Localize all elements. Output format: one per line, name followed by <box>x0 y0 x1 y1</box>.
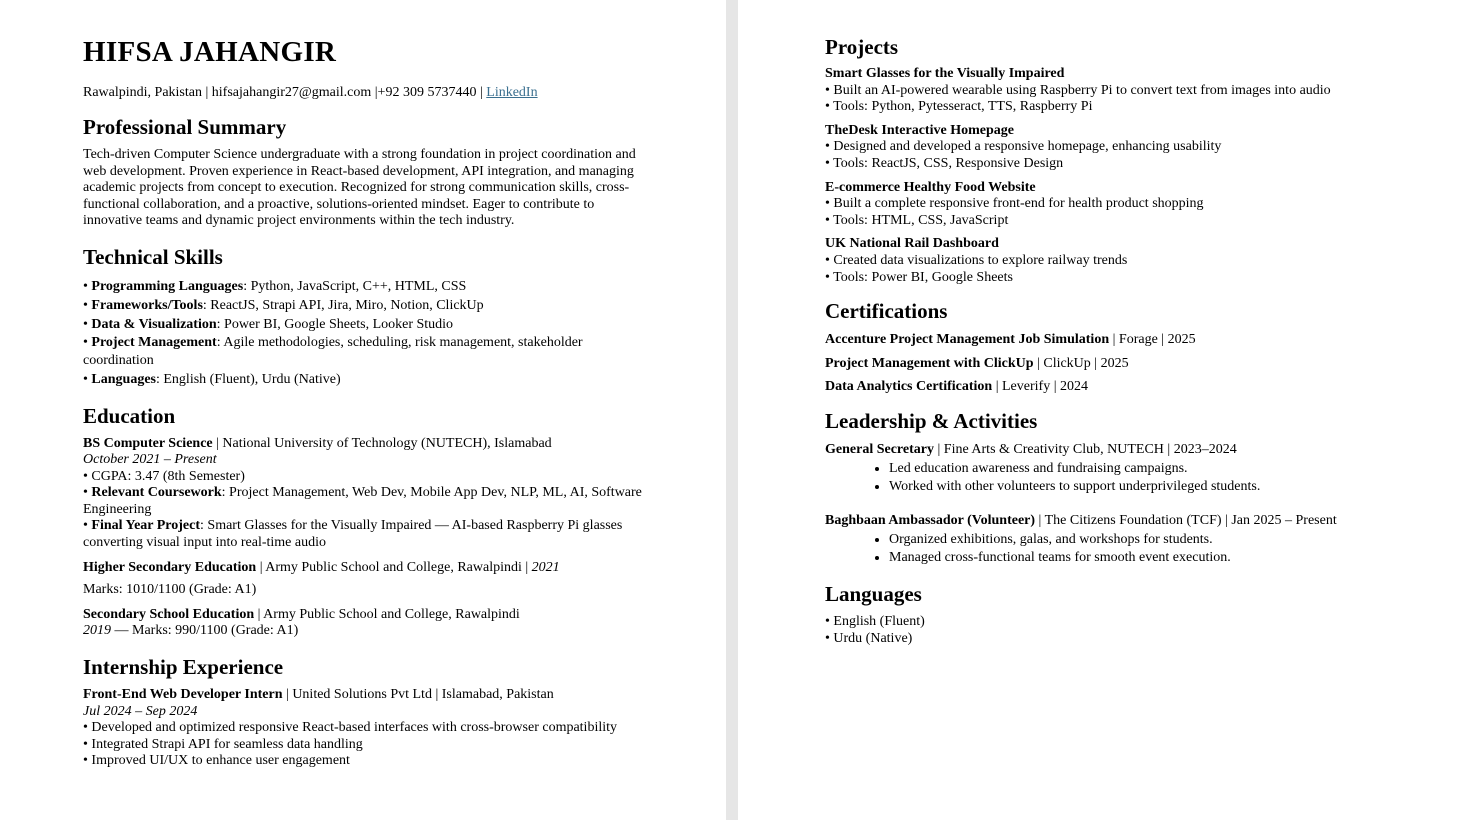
sse-year: 2019 <box>83 623 111 639</box>
skill-item: • Project Management: Agile methodologies, scheduling, risk management, stakeholder coordination <box>83 334 583 368</box>
projects-heading: Projects <box>825 35 899 59</box>
cert-name: Project Management with ClickUp <box>825 355 1034 371</box>
role-bullet: • Led education awareness and fundraising campaigns. <box>889 460 1462 478</box>
cert-name: Accenture Project Management Job Simulation <box>825 332 1110 348</box>
fyp-value: : Smart Glasses for the Visually Impaired — AI-based Raspberry Pi glasses converting visual input into real-time audio <box>83 518 623 551</box>
coursework-label: Relevant Coursework <box>91 485 222 501</box>
role-bullet: • Worked with other volunteers to support underprivileged students. <box>889 478 1462 496</box>
leadership-section <box>825 408 1462 567</box>
contact-line <box>83 84 726 102</box>
project-tools: • Tools: Python, Pytesseract, TTS, Raspberry Pi <box>825 99 1093 115</box>
skill-value: : English (Fluent), Urdu (Native) <box>155 371 341 387</box>
skills-heading: Technical Skills <box>83 244 223 269</box>
role-line <box>825 441 1462 459</box>
sse-marks: — Marks: 990/1100 (Grade: A1) <box>111 623 299 639</box>
hse-year: 2021 <box>531 559 560 575</box>
bs-cgpa: • CGPA: 3.47 (8th Semester) <box>83 468 245 484</box>
internship-title: Front-End Web Developer Intern <box>83 687 283 703</box>
cert-meta: | Forage | 2025 <box>1109 332 1196 348</box>
hse-degree: Higher Secondary Education <box>83 559 257 575</box>
role-title: Baghbaan Ambassador (Volunteer) <box>825 513 1036 529</box>
certification-item <box>825 378 1462 396</box>
role-bullets <box>825 531 1462 567</box>
cert-name: Data Analytics Certification <box>825 379 993 395</box>
project-title: Smart Glasses for the Visually Impaired <box>825 66 1065 81</box>
sse-marks-line <box>83 623 726 640</box>
certifications-heading: Certifications <box>825 299 948 324</box>
skill-label: Languages <box>91 371 156 387</box>
project-tools: • Tools: ReactJS, CSS, Responsive Design <box>825 155 1064 171</box>
project-desc: • Built a complete responsive front-end for health product shopping <box>825 196 1204 212</box>
fyp-line: • Final Year Project: Smart Glasses for the Visually Impaired — AI-based Raspberry Pi glasses converting visual input into real-time audio <box>83 518 623 551</box>
hse-line <box>83 560 726 577</box>
project-item <box>825 180 1462 230</box>
languages-section <box>825 581 1462 647</box>
internship-bullet: • Developed and optimized responsive React-based interfaces with cross-browser compatibility <box>83 720 618 736</box>
resume-page-right <box>738 0 1462 820</box>
skill-value: : ReactJS, Strapi API, Jira, Miro, Notion, ClickUp <box>202 297 484 313</box>
skill-label: Project Management <box>91 334 217 350</box>
project-title: TheDesk Interactive Homepage <box>825 122 1014 138</box>
internship-heading: Internship Experience <box>83 655 284 680</box>
summary-section <box>83 114 726 230</box>
skill-item: • Programming Languages: Python, JavaScript, C++, HTML, CSS <box>83 278 467 294</box>
summary-heading: Professional Summary <box>83 115 287 139</box>
sse-school: | Army Public School and College, Rawalpindi <box>254 606 520 622</box>
coursework-line: • Relevant Coursework: Project Management, Web Dev, Mobile App Dev, NLP, ML, AI, Software Engineering <box>83 485 642 517</box>
internship-section <box>83 654 726 770</box>
skill-label: Programming Languages <box>91 278 244 294</box>
project-title: UK National Rail Dashboard <box>825 236 999 252</box>
skill-value: : Agile methodologies, scheduling, risk management, stakeholder coordination <box>83 334 583 368</box>
skill-item: • Frameworks/Tools: ReactJS, Strapi API, Jira, Miro, Notion, ClickUp <box>83 297 484 313</box>
linkedin-link[interactable]: LinkedIn <box>486 85 538 100</box>
project-item <box>825 66 1462 116</box>
internship-company: | United Solutions Pvt Ltd | Islamabad, Pakistan <box>282 687 554 703</box>
certification-item <box>825 355 1462 373</box>
leadership-heading: Leadership & Activities <box>825 409 1038 434</box>
skill-value: : Power BI, Google Sheets, Looker Studio <box>216 316 454 332</box>
cert-meta: | ClickUp | 2025 <box>1033 355 1129 371</box>
skill-item: • Data & Visualization: Power BI, Google Sheets, Looker Studio <box>83 316 454 332</box>
bs-school: | National University of Technology (NUTECH), Islamabad <box>212 435 552 451</box>
project-desc: • Created data visualizations to explore railway trends <box>825 252 1128 268</box>
bs-degree-line <box>83 436 726 453</box>
skill-label: Frameworks/Tools <box>91 297 203 313</box>
candidate-name: HIFSA JAHANGIR <box>83 36 337 68</box>
project-desc: • Designed and developed a responsive homepage, enhancing usability <box>825 139 1222 155</box>
role-bullet: • Organized exhibitions, galas, and workshops for students. <box>889 531 1462 549</box>
skill-label: Data & Visualization <box>91 316 217 332</box>
language-item: • English (Fluent) <box>825 614 925 630</box>
hse-marks: Marks: 1010/1100 (Grade: A1) <box>83 582 257 598</box>
sse-line <box>83 607 726 624</box>
summary-text: Tech-driven Computer Science undergraduate with a strong foundation in project coordination and web development. Proven experience in React-based development, API integration, and managing academic projects from concept to execution. Recognized for strong communication skills, cross-functional collaboration, and a proactive, solutions-oriented mindset. Eager to contribute to innovative teams and dynamic project environments within the tech industry. <box>83 147 636 228</box>
project-item <box>825 123 1462 173</box>
role-line <box>825 512 1462 530</box>
skills-section <box>83 244 726 389</box>
education-section <box>83 403 726 641</box>
role-bullets <box>825 460 1462 496</box>
role-title: General Secretary <box>825 442 934 458</box>
project-tools: • Tools: Power BI, Google Sheets <box>825 269 1013 285</box>
project-desc: • Built an AI-powered wearable using Raspberry Pi to convert text from images into audio <box>825 82 1331 98</box>
contact-details: Rawalpindi, Pakistan | hifsajahangir27@gmail.com |+92 309 5737440 | <box>83 85 487 100</box>
project-tools: • Tools: HTML, CSS, JavaScript <box>825 212 1009 228</box>
project-item <box>825 236 1462 286</box>
coursework-value: : Project Management, Web Dev, Mobile App Dev, NLP, ML, AI, Software Engineering <box>83 485 642 517</box>
projects-section <box>825 34 1462 286</box>
language-item: • Urdu (Native) <box>825 630 913 646</box>
bs-dates: October 2021 – Present <box>83 452 217 468</box>
hse-school: | Army Public School and College, Rawalpindi | <box>256 559 532 575</box>
internship-title-line <box>83 687 726 704</box>
resume-page-left <box>0 0 726 820</box>
project-title: E-commerce Healthy Food Website <box>825 179 1036 195</box>
cert-meta: | Leverify | 2024 <box>992 379 1089 395</box>
role-bullet: • Managed cross-functional teams for smooth event execution. <box>889 549 1462 567</box>
education-heading: Education <box>83 403 176 428</box>
internship-bullet: • Integrated Strapi API for seamless data handling <box>83 736 363 752</box>
fyp-label: Final Year Project <box>91 518 201 534</box>
certifications-section <box>825 298 1462 396</box>
certification-item <box>825 331 1462 349</box>
languages-heading: Languages <box>825 582 922 607</box>
internship-dates: Jul 2024 – Sep 2024 <box>83 703 198 719</box>
role-meta: | The Citizens Foundation (TCF) | Jan 2025 – Present <box>1035 513 1337 529</box>
skill-item: • Languages: English (Fluent), Urdu (Native) <box>83 371 341 387</box>
internship-bullet: • Improved UI/UX to enhance user engagement <box>83 753 350 769</box>
bs-degree: BS Computer Science <box>83 435 213 451</box>
role-meta: | Fine Arts & Creativity Club, NUTECH | 2023–2024 <box>933 442 1237 458</box>
sse-degree: Secondary School Education <box>83 606 255 622</box>
skill-value: : Python, JavaScript, C++, HTML, CSS <box>243 278 467 294</box>
